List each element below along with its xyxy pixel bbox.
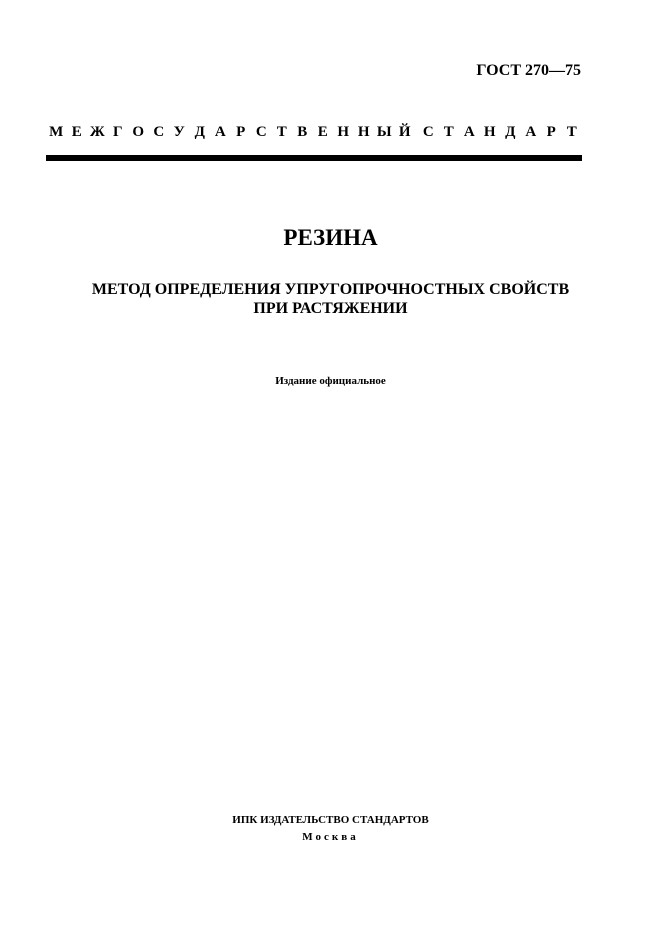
spaced-letter: Т: [566, 124, 577, 140]
spaced-letter: Р: [236, 124, 246, 140]
subtitle-line-2: ПРИ РАСТЯЖЕНИИ: [253, 300, 408, 317]
spaced-letter: Р: [546, 124, 556, 140]
spaced-letter: С: [255, 124, 267, 140]
spaced-letter: Е: [317, 124, 328, 140]
document-subtitle: [0, 280, 661, 318]
edition-note: Издание официальное: [275, 375, 386, 387]
spaced-letter: У: [173, 124, 185, 140]
publisher-name: ИПК ИЗДАТЕЛЬСТВО СТАНДАРТОВ: [232, 814, 429, 826]
spaced-letter: Н: [337, 124, 350, 140]
spaced-letter: А: [214, 124, 226, 140]
spaced-letter: Т: [276, 124, 287, 140]
spaced-letter: С: [422, 124, 434, 140]
spaced-letter: Г: [112, 124, 123, 140]
spaced-letter: Е: [71, 124, 82, 140]
spaced-letter: Й: [398, 124, 411, 140]
spaced-letter: Д: [194, 124, 205, 140]
spaced-letter: Д: [505, 124, 516, 140]
spaced-letter: М: [49, 124, 64, 140]
header-rule: [46, 155, 582, 161]
spaced-letter: Н: [483, 124, 496, 140]
subtitle-line-1: МЕТОД ОПРЕДЕЛЕНИЯ УПРУГОПРОЧНОСТНЫХ СВОЙСТВ: [91, 281, 570, 298]
spaced-letter: Ж: [89, 124, 105, 140]
document-title: РЕЗИНА: [283, 225, 378, 250]
interstate-word-2: [418, 124, 582, 141]
spaced-letter: Н: [357, 124, 370, 140]
interstate-standard-label: [46, 124, 582, 141]
spaced-letter: А: [463, 124, 475, 140]
spaced-letter: А: [525, 124, 537, 140]
spaced-letter: О: [132, 124, 145, 140]
spaced-letter: Т: [443, 124, 454, 140]
interstate-word-1: [46, 124, 415, 141]
document-number: ГОСТ 270—75: [476, 62, 581, 79]
spaced-letter: Ы: [376, 124, 392, 140]
spaced-letter: В: [297, 124, 308, 140]
publisher-city: Москва: [302, 831, 359, 843]
spaced-letter: С: [153, 124, 165, 140]
